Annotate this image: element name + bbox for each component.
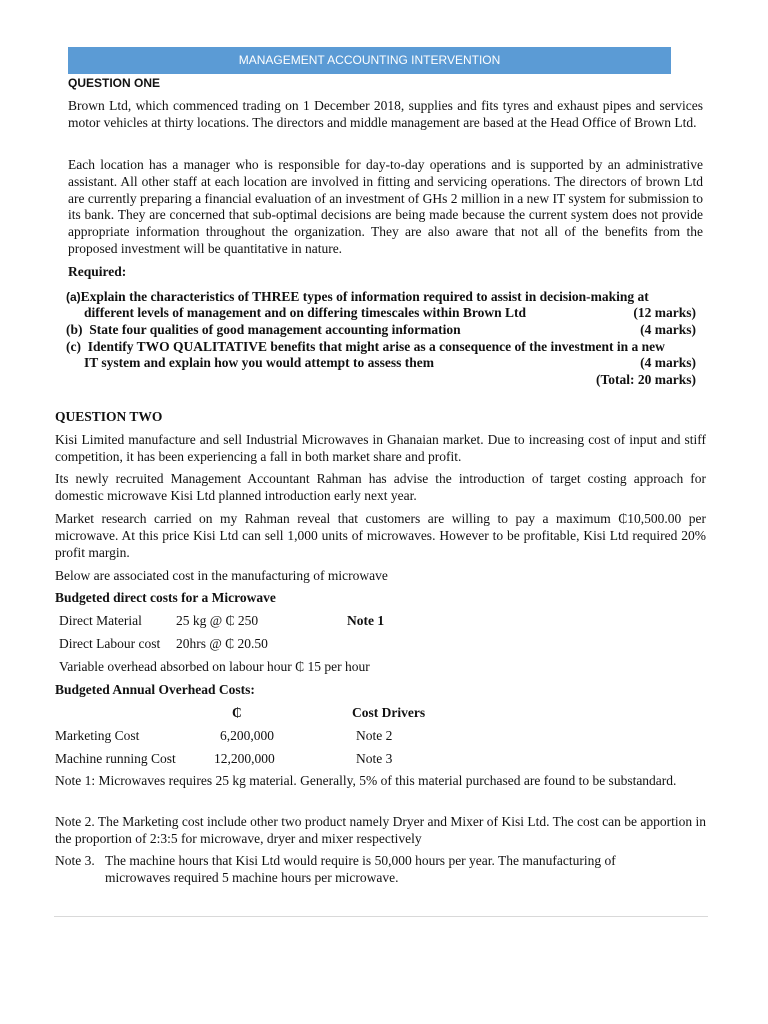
- variable-overhead-text: Variable overhead absorbed on labour hour ₵ 15 per hour: [59, 659, 370, 674]
- note-3-label: Note 3.: [55, 853, 95, 868]
- requirement-b-text: State four qualities of good management accounting information: [89, 322, 461, 337]
- requirement-a-marks: (12 marks): [633, 305, 696, 320]
- table-row-label: Marketing Cost: [55, 728, 140, 743]
- requirement-a-continued: [84, 305, 696, 322]
- requirement-a-line2: different levels of management and on differing timescales within Brown Ltd: [84, 305, 526, 320]
- note-1: Note 1: Microwaves requires 25 kg material. Generally, 5% of this material purchased are found to be substandard.: [55, 773, 677, 788]
- direct-material-label: Direct Material: [59, 613, 142, 628]
- requirement-b: [66, 322, 696, 339]
- direct-labour-label: Direct Labour cost: [59, 636, 161, 651]
- table-row-driver: Note 2: [356, 728, 393, 743]
- cost-drivers-column-header: Cost Drivers: [352, 705, 426, 720]
- document-banner: MANAGEMENT ACCOUNTING INTERVENTION: [68, 47, 671, 74]
- question-two-title: QUESTION TWO: [55, 409, 163, 424]
- q1-paragraph-1: Brown Ltd, which commenced trading on 1 December 2018, supplies and fits tyres and exhaust pipes and services motor vehicles at thirty locations. The directors and middle management are based at the Head Office of Brown Ltd.: [68, 98, 703, 130]
- q2-paragraph-2: Its newly recruited Management Accountant Rahman has advise the introduction of target costing approach for domestic microwave Kisi Ltd planned introduction early next year.: [55, 471, 706, 503]
- requirement-a-line1: Explain the characteristics of THREE types of information required to assist in decision-making at: [80, 289, 649, 304]
- requirement-b-label: (b): [66, 322, 83, 337]
- note-2: Note 2. The Marketing cost include other two product namely Dryer and Mixer of Kisi Ltd. The cost can be apportion in the proportion of 2:3:5 for microwave, dryer and mixer respectively: [55, 814, 706, 846]
- total-marks: (Total: 20 marks): [596, 372, 696, 387]
- table-row-value: 6,200,000: [220, 728, 274, 743]
- q1-paragraph-2: Each location has a manager who is responsible for day-to-day operations and is supported by an administrative assistant. All other staff at each location are involved in fitting and servicing operations. The directors of brown Ltd are currently preparing a financial evaluation of an investment of GHs 2 million in a new IT system for submission to its bank. They are concerned that sub-optimal decisions are being made because the current system does not provide appropriate information throughout the organization. They are also aware that not all of the benefits from the proposed investment will be quantitative in nature.: [68, 157, 703, 256]
- requirement-c-label: (c): [66, 339, 81, 354]
- table-row-value: 12,200,000: [214, 751, 275, 766]
- requirement-c-line1: Identify TWO QUALITATIVE benefits that might arise as a consequence of the investment in a new: [87, 339, 665, 354]
- requirement-c: [66, 339, 700, 356]
- page-divider: [54, 916, 708, 917]
- currency-column-header: ₵: [232, 705, 242, 720]
- required-label: Required:: [68, 264, 127, 279]
- requirement-a-label: (a): [66, 290, 81, 304]
- requirement-b-marks: (4 marks): [640, 322, 696, 337]
- direct-material-value: 25 kg @ ₵ 250: [176, 613, 259, 628]
- requirement-c-marks: (4 marks): [640, 355, 696, 370]
- q2-paragraph-3: Market research carried on my Rahman reveal that customers are willing to pay a maximum ₵10,500.00 per microwave. At this price Kisi Ltd can sell 1,000 units of microwaves. However to be profitable, Kisi Ltd required 20% profit margin.: [55, 511, 706, 560]
- direct-material-note: Note 1: [347, 613, 385, 628]
- note-3-line-2: microwaves required 5 machine hours per microwave.: [105, 870, 399, 885]
- requirement-c-line2: IT system and explain how you would attempt to assess them: [84, 355, 435, 370]
- overhead-costs-heading: Budgeted Annual Overhead Costs:: [55, 682, 255, 697]
- direct-costs-heading: Budgeted direct costs for a Microwave: [55, 590, 276, 605]
- requirement-c-continued: [84, 355, 696, 372]
- table-row-label: Machine running Cost: [55, 751, 176, 766]
- note-3-line-1: The machine hours that Kisi Ltd would require is 50,000 hours per year. The manufacturing of: [105, 853, 616, 868]
- q2-paragraph-1: Kisi Limited manufacture and sell Industrial Microwaves in Ghanaian market. Due to increasing cost of input and stiff competition, it has been experiencing a fall in both market share and profit.: [55, 432, 706, 464]
- table-row-driver: Note 3: [356, 751, 393, 766]
- direct-labour-value: 20hrs @ ₵ 20.50: [176, 636, 268, 651]
- q2-paragraph-4: Below are associated cost in the manufacturing of microwave: [55, 568, 388, 583]
- question-one-title: QUESTION ONE: [68, 76, 161, 90]
- requirement-a: [66, 289, 700, 306]
